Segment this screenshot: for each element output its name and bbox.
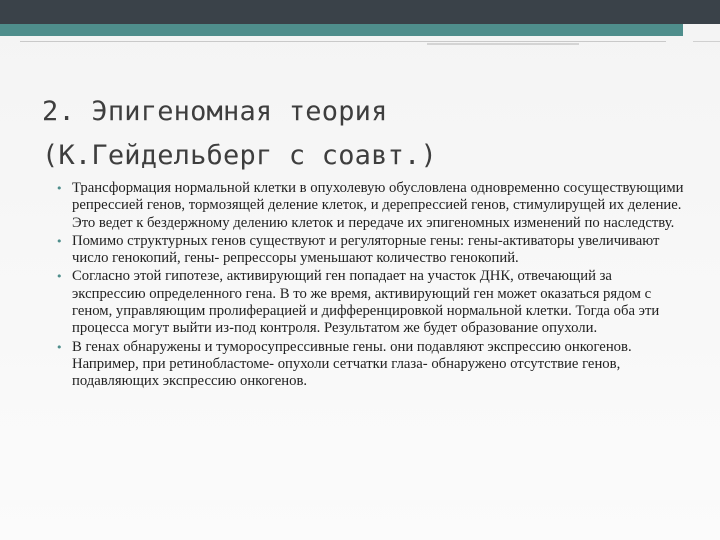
bullet-text: Трансформация нормальной клетки в опухолевую обусловлена одновременно сосуществующими репрессией генов, тормозящей деление клеток, и дерепрессией генов, стимулирущей их деление. Это ведет к бездержному делению клеток и передаче их эпигеномных изменений по наследству. [72, 180, 684, 231]
bullet-icon: • [56, 182, 63, 195]
slide-title [42, 90, 682, 178]
title-line-2: (К.Гейдельберг с соавт.) [42, 140, 437, 171]
list-item [56, 268, 688, 337]
top-bar-dark [0, 0, 720, 24]
bullet-icon: • [56, 234, 63, 248]
bullet-icon: • [56, 270, 63, 284]
bullet-icon: • [56, 340, 63, 354]
header-accent-line [427, 43, 579, 45]
bullet-text: Согласно этой гипотезе, активирующий ген попадает на участок ДНК, отвечающий за экспрессию определенного гена. В то же время, активирующий ген может оказаться рядом с геном, управляющим пролиферацией и дифференцировкой нормальной клетки. Тогда оба эти процесса могут выйти из-под контроля. Результатом же будет образование опухоли. [72, 268, 660, 337]
bullet-text: Помимо структурных генов существуют и регуляторные гены: гены-активаторы увеличивают число генокопий, гены- репрессоры уменьшают количество генокопий. [72, 232, 660, 267]
bullet-text: В генах обнаружены и туморосупрессивные гены. они подавляют экспрессию онкогенов. Например, при ретинобластоме- опухоли сетчатки глаза- обнаружено отсутствие генов, подавляющих экспрессию онкогенов. [72, 338, 632, 390]
header-accent-line-right [693, 41, 720, 42]
list-item [56, 233, 688, 268]
header-divider-line [20, 41, 666, 42]
list-item [56, 180, 688, 232]
bullet-list [56, 180, 688, 392]
top-bar-accent [0, 24, 683, 36]
list-item [56, 339, 688, 391]
title-line-1: 2. Эпигеномная теория [42, 96, 388, 127]
